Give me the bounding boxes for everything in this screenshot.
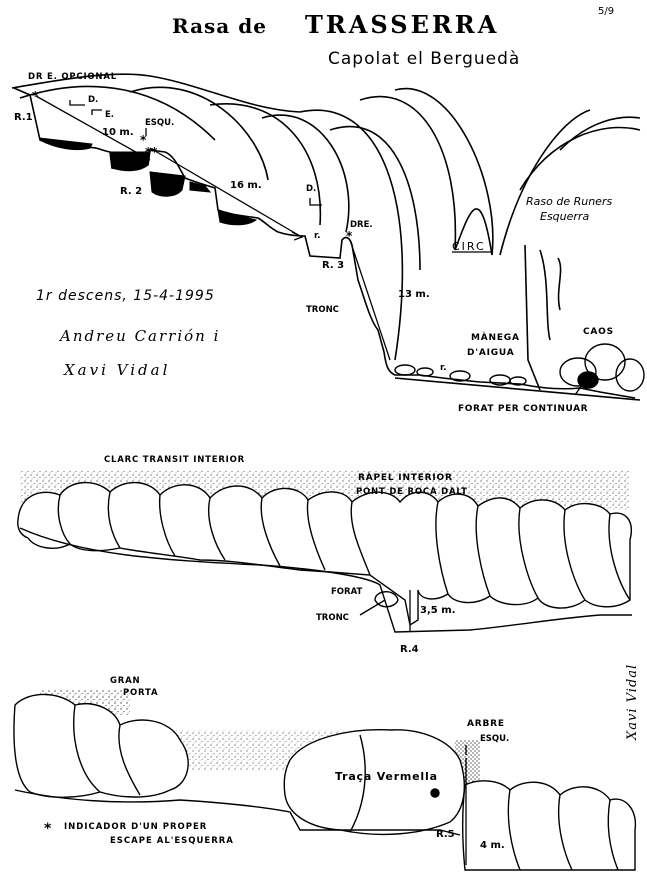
rappel-line-13m [350, 240, 390, 360]
boulder-left-3 [14, 694, 188, 797]
boulder-row-2 [18, 483, 631, 625]
label-d-mid: D. [306, 184, 317, 194]
arch-2 [130, 87, 268, 180]
water-line-3 [558, 258, 561, 310]
label-circ: CIRC [452, 240, 486, 253]
caos-boulders [395, 344, 644, 395]
arrow-e-top [92, 110, 102, 115]
tronc-log-2 [360, 600, 385, 615]
section-1-profile [12, 74, 640, 400]
floor-rock-1 [395, 365, 415, 375]
label-r1: R.1 [14, 112, 33, 123]
label-dre: DRE. [350, 220, 373, 230]
authors-line2: Xavi Vidal [64, 361, 171, 379]
boulder-right-3 [463, 781, 636, 870]
arch-3 [210, 104, 320, 225]
label-manega-1: MÀNEGA [471, 333, 520, 343]
arch-10 [520, 128, 640, 191]
pool-2 [110, 152, 150, 171]
label-e-top: E. [105, 110, 115, 120]
arch-9 [500, 110, 590, 255]
label-clarc-transit: CLARC TRANSIT INTERIOR [104, 455, 246, 465]
water-line-2 [540, 250, 550, 340]
first-descent: 1r descens, 15-4-1995 [36, 288, 215, 304]
indicator-star-legend: * [44, 821, 52, 837]
label-rapel-interior-1: RÀPEL INTERIOR [358, 473, 453, 483]
label-raso-runers-2: Esquerra [540, 210, 590, 223]
label-dre-opcional: DR E. OPCIONAL [28, 72, 117, 82]
label-porta: PORTA [123, 688, 159, 698]
arch-4 [262, 115, 349, 232]
label-4m: 4 m. [480, 840, 505, 851]
label-gran: GRAN [110, 676, 141, 686]
label-traca-vermella: Traça Vermella [335, 770, 438, 783]
arch-11 [560, 117, 640, 150]
title-prefix: Rasa de [172, 14, 267, 38]
label-forat-2: FORAT [331, 587, 363, 597]
label-indicador-1: INDICADOR D'UN PROPER [64, 822, 208, 832]
label-star-double: ** [145, 145, 158, 159]
label-tronc-2: TRONC [316, 613, 349, 623]
label-forat-continuar: FORAT PER CONTINUAR [458, 404, 589, 414]
label-manega-2: D'AIGUA [467, 348, 515, 358]
label-r-small2: r. [440, 363, 447, 373]
label-indicador-2: ESCAPE AL'ESQUERRA [110, 836, 234, 846]
label-r-small1: r. [314, 231, 321, 241]
label-star-r1: * [32, 89, 39, 103]
label-raso-runers-1: Raso de Runers [526, 195, 613, 208]
title-name: TRASSERRA [305, 10, 500, 39]
pool-3 [150, 172, 185, 196]
label-arbre-esqu: ESQU. [480, 734, 510, 744]
label-tronc-1: TRONC [306, 305, 339, 315]
signature: Xavi Vidal [625, 663, 640, 740]
label-esqu: ESQU. [145, 118, 175, 128]
floor-rock-2 [417, 368, 433, 376]
arrow-d-top [70, 100, 85, 105]
label-35m: 3,5 m. [420, 605, 456, 616]
title-subtitle: Capolat el Berguedà [328, 49, 521, 69]
label-r3: R. 3 [322, 260, 345, 271]
label-caos: CAOS [583, 327, 614, 337]
label-r2: R. 2 [120, 186, 143, 197]
label-star-esqu: * [140, 133, 147, 147]
water-line-1 [525, 245, 540, 390]
section-2-boulders [18, 470, 632, 632]
label-d-top: D. [88, 95, 99, 105]
label-10m: 10 m. [102, 127, 134, 138]
label-star-r3: * [346, 229, 353, 243]
label-16m: 16 m. [230, 180, 262, 191]
caos-boulder-3 [616, 359, 644, 391]
section-1-bottom-line [395, 378, 640, 400]
pool-1 [40, 138, 92, 150]
arch-8 [395, 89, 493, 255]
label-r4: R.4 [400, 644, 419, 655]
arch-6 [330, 127, 420, 270]
escape-indicator-dot [431, 789, 439, 797]
label-r5: R.5 [436, 829, 455, 840]
arch-7 [360, 97, 455, 250]
authors-line1: Andreu Carrión i [60, 327, 221, 345]
page-number: 5/9 [598, 6, 615, 17]
label-rapel-interior-2: PONT DE ROCA DALT [356, 487, 468, 497]
label-13m: 13 m. [398, 289, 430, 300]
label-arbre: ARBRE [467, 719, 505, 729]
section-3-boulders [14, 690, 635, 870]
